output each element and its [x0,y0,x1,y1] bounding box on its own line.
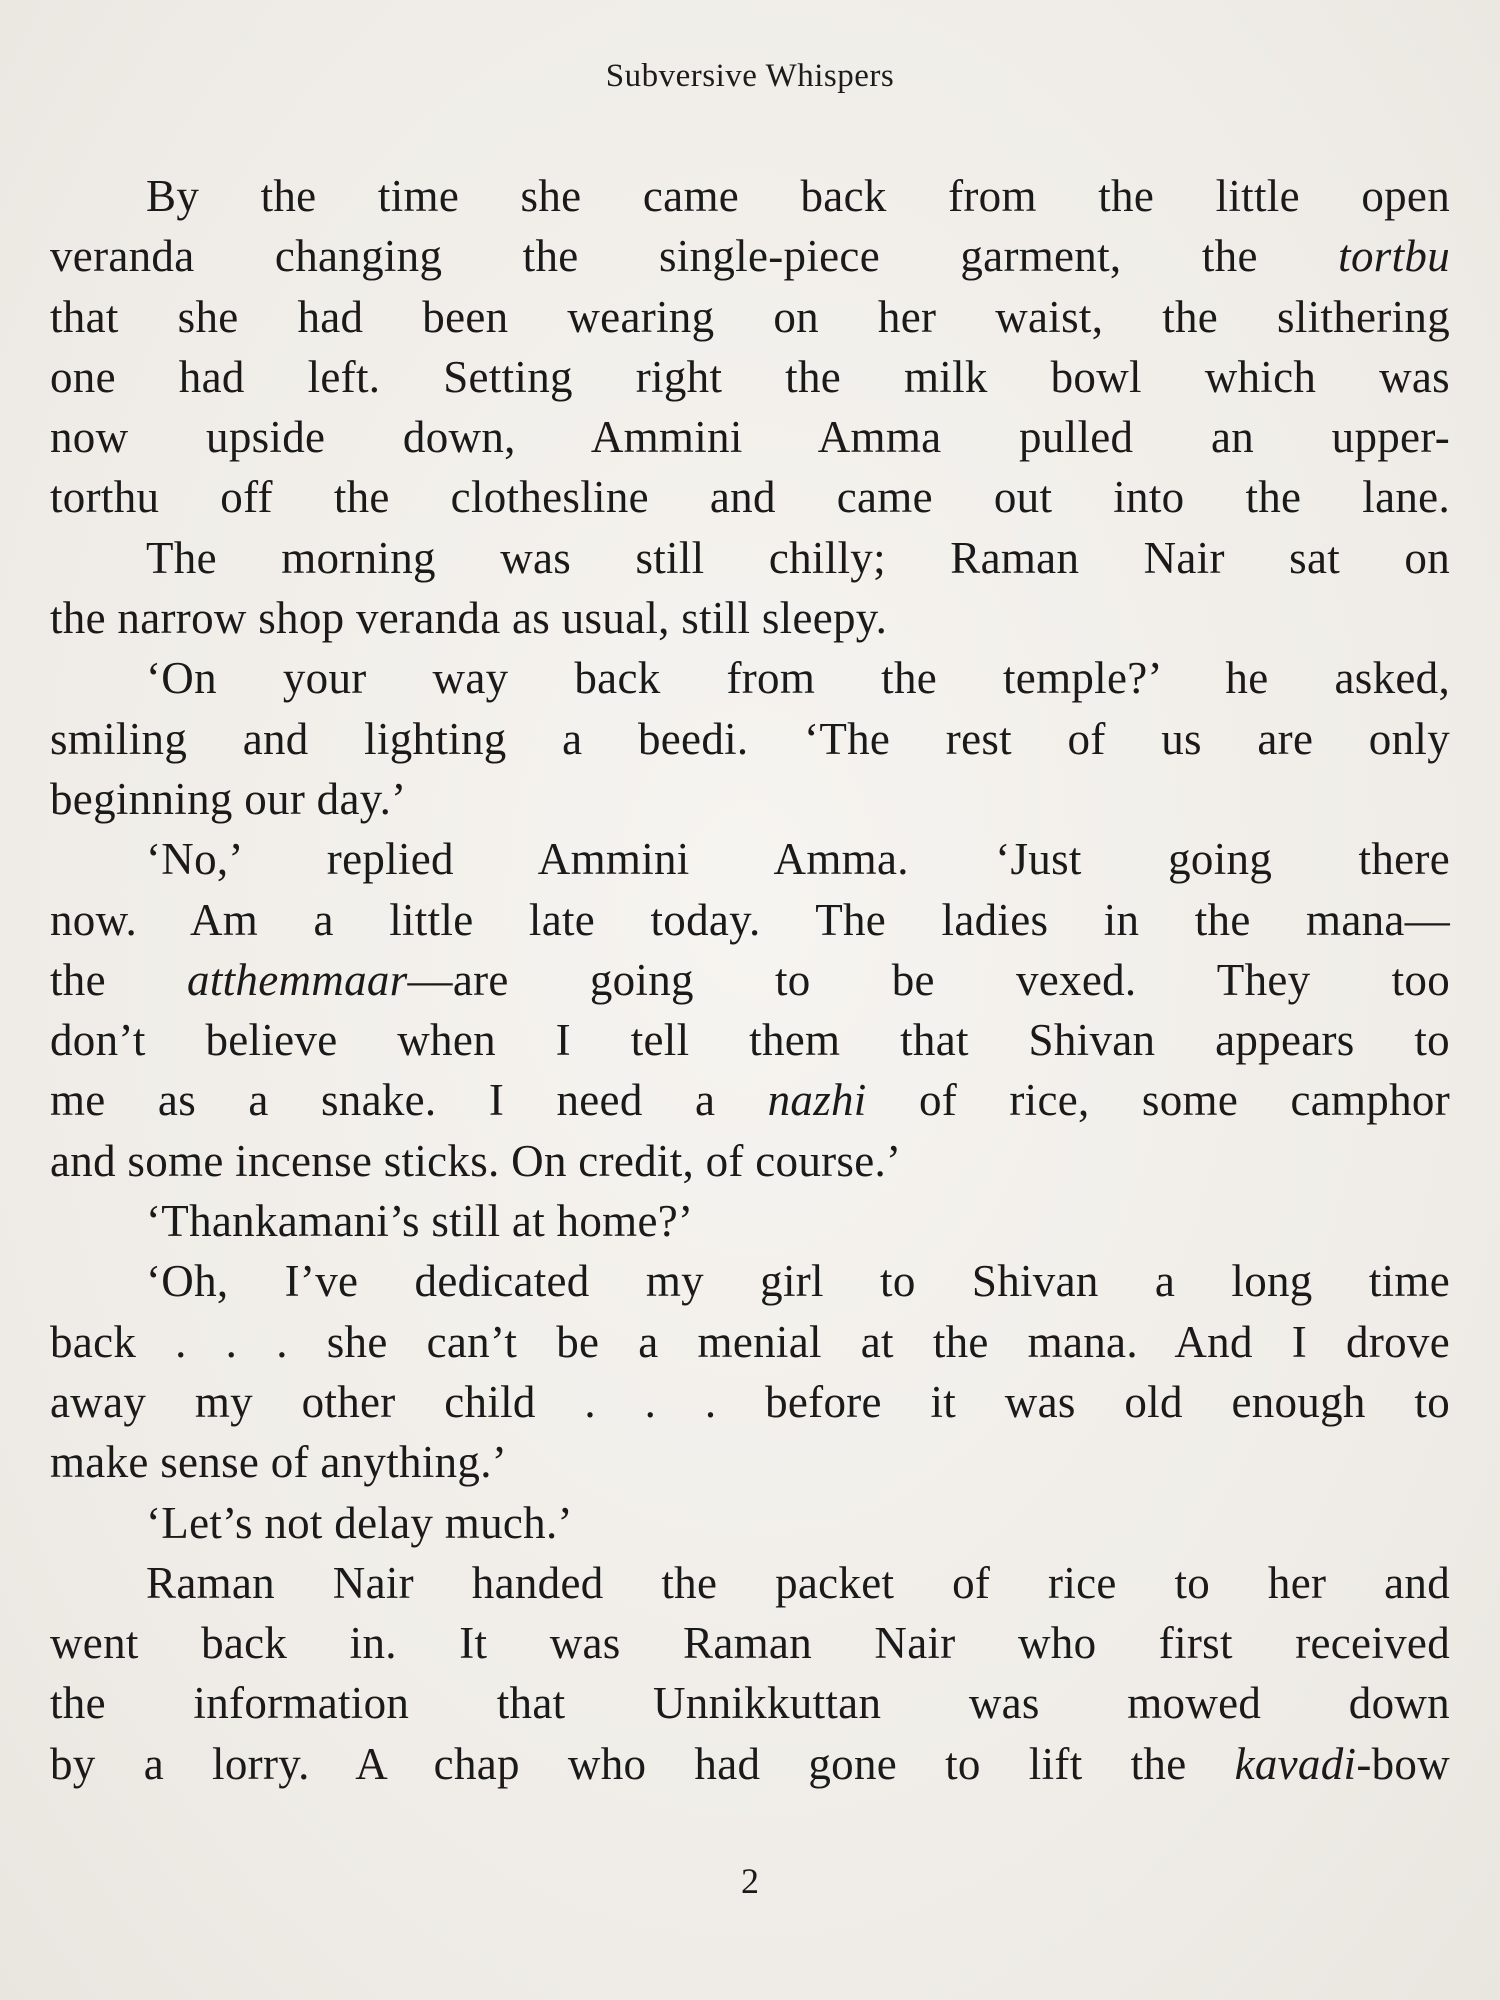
body-text [50,166,1450,1794]
text-line: torthu off the clothesline and came out into the lane. [50,472,1450,523]
text-line: ‘No,’ replied Ammini Amma. ‘Just going there [146,834,1450,885]
text-line: the atthemmaar—are going to be vexed. They too [50,954,1450,1005]
text-line: that she had been wearing on her waist, the slithering [50,291,1450,342]
text-line: ‘Thankamani’s still at home?’ [146,1196,694,1247]
text-line: ‘Let’s not delay much.’ [146,1497,573,1548]
text-line: by a lorry. A chap who had gone to lift the kavadi-bow [50,1738,1450,1789]
page-number: 2 [741,1861,759,1901]
text-line: ‘On your way back from the temple?’ he asked, [146,653,1450,704]
text-line: don’t believe when I tell them that Shivan appears to [50,1015,1450,1066]
text-line: back . . . she can’t be a menial at the mana. And I drove [50,1316,1450,1367]
text-line: now. Am a little late today. The ladies in the mana— [50,894,1450,945]
text-line: me as a snake. I need a nazhi of rice, some camphor [50,1075,1450,1126]
text-line: away my other child . . . before it was old enough to [50,1376,1450,1427]
text-line: smiling and lighting a beedi. ‘The rest of us are only [50,713,1450,764]
text-line: now upside down, Ammini Amma pulled an upper- [50,412,1450,463]
text-line: beginning our day.’ [50,773,407,824]
text-line: went back in. It was Raman Nair who first received [50,1618,1450,1669]
text-line: the information that Unnikkuttan was mowed down [50,1678,1450,1729]
text-line: Raman Nair handed the packet of rice to her and [146,1557,1450,1608]
text-line: one had left. Setting right the milk bowl which was [50,351,1450,402]
text-line: The morning was still chilly; Raman Nair sat on [146,532,1450,583]
running-head: Subversive Whispers [605,58,895,94]
text-line: make sense of anything.’ [50,1437,508,1488]
text-line: By the time she came back from the little open [146,171,1450,221]
text-line: ‘Oh, I’ve dedicated my girl to Shivan a long time [146,1256,1450,1307]
text-line: veranda changing the single-piece garment, the tortbu [50,231,1450,282]
text-line: the narrow shop veranda as usual, still sleepy. [50,593,888,644]
text-line: and some incense sticks. On credit, of course.’ [50,1135,902,1186]
